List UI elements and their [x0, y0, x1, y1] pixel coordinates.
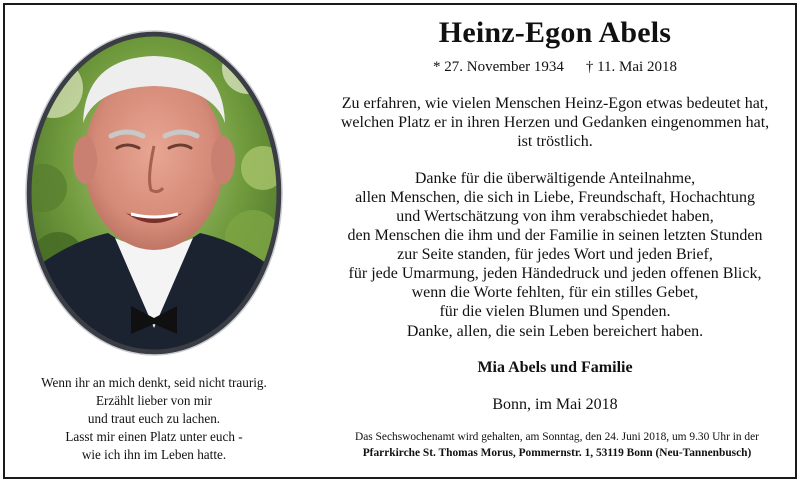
poem-line: und traut euch zu lachen.: [87, 411, 221, 426]
text-line: wenn die Worte fehlten, für ein stilles Gebet,: [411, 284, 699, 301]
text-line: ist tröstlich.: [517, 133, 593, 150]
deceased-name: Heinz-Egon Abels: [438, 16, 672, 49]
portrait-photo: [23, 28, 285, 358]
gratitude-paragraph-1: [318, 94, 792, 151]
text-line: für jede Umarmung, jeden Händedruck und jeden offenen Blick,: [348, 265, 762, 282]
text-line: allen Menschen, die sich in Liebe, Freundschaft, Hochachtung: [355, 189, 755, 206]
poem-line: Lasst mir einen Platz unter euch -: [65, 429, 243, 444]
gratitude-paragraph-3: [318, 322, 792, 341]
birth-date: * 27. November 1934: [433, 59, 564, 75]
gratitude-paragraph-2: [318, 169, 792, 321]
service-note: Das Sechswochenamt wird gehalten, am Sonntag, den 24. Juni 2018, um 9.30 Uhr in der: [355, 431, 759, 443]
text-line: und Wertschätzung von ihm verabschiedet haben,: [396, 208, 714, 225]
text-line: welchen Platz er in ihren Herzen und Gedanken eingenommen hat,: [340, 114, 770, 131]
life-dates: [318, 59, 792, 76]
service-venue: Pfarrkirche St. Thomas Morus, Pommernstr. 1, 53119 Bonn (Neu-Tannenbusch): [362, 447, 752, 459]
text-line: den Menschen die ihm und der Familie in seinen letzten Stunden: [347, 227, 763, 244]
text-line: zur Seite standen, für jedes Wort und jeden Brief,: [397, 246, 713, 263]
death-date: † 11. Mai 2018: [585, 59, 677, 75]
poem-line: wie ich ihn im Leben hatte.: [81, 447, 227, 462]
text-line: für die vielen Blumen und Spenden.: [439, 303, 671, 320]
poem-line: Wenn ihr an mich denkt, seid nicht traurig.: [41, 375, 267, 390]
poem-line: Erzählt lieber von mir: [95, 393, 213, 408]
poem: [14, 374, 294, 464]
signature: Mia Abels und Familie: [477, 359, 633, 376]
place-date: Bonn, im Mai 2018: [492, 396, 618, 413]
text-line: Zu erfahren, wie vielen Menschen Heinz-Egon etwas bedeutet hat,: [341, 95, 769, 112]
service-info: [322, 429, 792, 461]
text-line: Danke für die überwältigende Anteilnahme,: [414, 170, 696, 187]
text-line: Danke, allen, die sein Leben bereichert haben.: [406, 323, 704, 340]
